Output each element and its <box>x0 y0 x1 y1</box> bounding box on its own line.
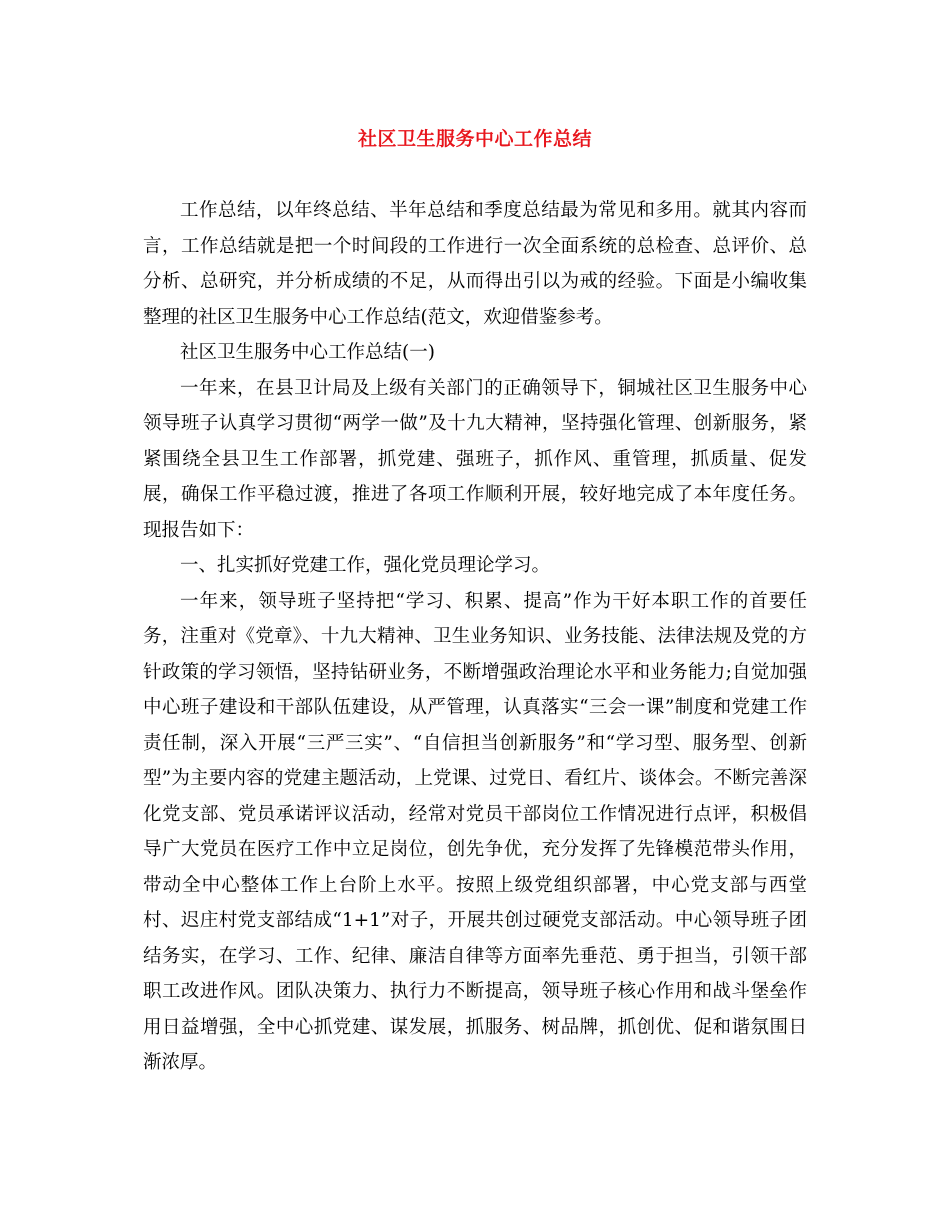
paragraph-overview: 一年来，在县卫计局及上级有关部门的正确领导下，铜城社区卫生服务中心领导班子认真学习贯彻“两学一做”及十九大精神，坚持强化管理、创新服务，紧紧围绕全县卫生工作部署，抓党建、强班子，抓作风、重管理，抓质量、促发展，确保工作平稳过渡，推进了各项工作顺利开展，较好地完成了本年度任务。现报告如下： <box>143 377 807 541</box>
paragraph-party-building: 一年来，领导班子坚持把“学习、积累、提高”作为干好本职工作的首要任务，注重对《党章》、十九大精神、卫生业务知识、业务技能、法律法规及党的方针政策的学习领悟，坚持钻研业务，不断增强政治理论水平和业务能力;自觉加强中心班子建设和干部队伍建设，从严管理，认真落实“三会一课”制度和党建工作责任制，深入开展“三严三实”、“自信担当创新服务”和“学习型、服务型、创新型”为主要内容的党建主题活动，上党课、过党日、看红片、谈体会。不断完善深化党支部、党员承诺评议活动，经常对党员干部岗位工作情况进行点评，积极倡导广大党员在医疗工作中立足岗位，创先争优，充分发挥了先锋模范带头作用，带动全中心整体工作上台阶上水平。按照上级党组织部署，中心党支部与西堂村、迟庄村党支部结成“1+1”对子，开展共创过硬党支部活动。中心领导班子团结务实，在学习、工作、纪律、廉洁自律等方面率先垂范、勇于担当，引领干部职工改进作风。团队决策力、执行力不断提高，领导班子核心作用和战斗堡垒作用日益增强，全中心抓党建、谋发展，抓服务、树品牌，抓创优、促和谐氛围日渐浓厚。 <box>143 590 807 1073</box>
paragraph-subheading-1: 一、扎实抓好党建工作，强化党员理论学习。 <box>180 555 551 576</box>
document-title: 社区卫生服务中心工作总结 <box>357 128 592 150</box>
paragraph-section-heading: 社区卫生服务中心工作总结(一) <box>180 342 435 363</box>
paragraph-intro: 工作总结，以年终总结、半年总结和季度总结最为常见和多用。就其内容而言，工作总结就是把一个时间段的工作进行一次全面系统的总检查、总评价、总分析、总研究，并分析成绩的不足，从而得出引以为戒的经验。下面是小编收集整理的社区卫生服务中心工作总结(范文，欢迎借鉴参考。 <box>143 200 807 328</box>
document-body <box>143 193 807 1081</box>
